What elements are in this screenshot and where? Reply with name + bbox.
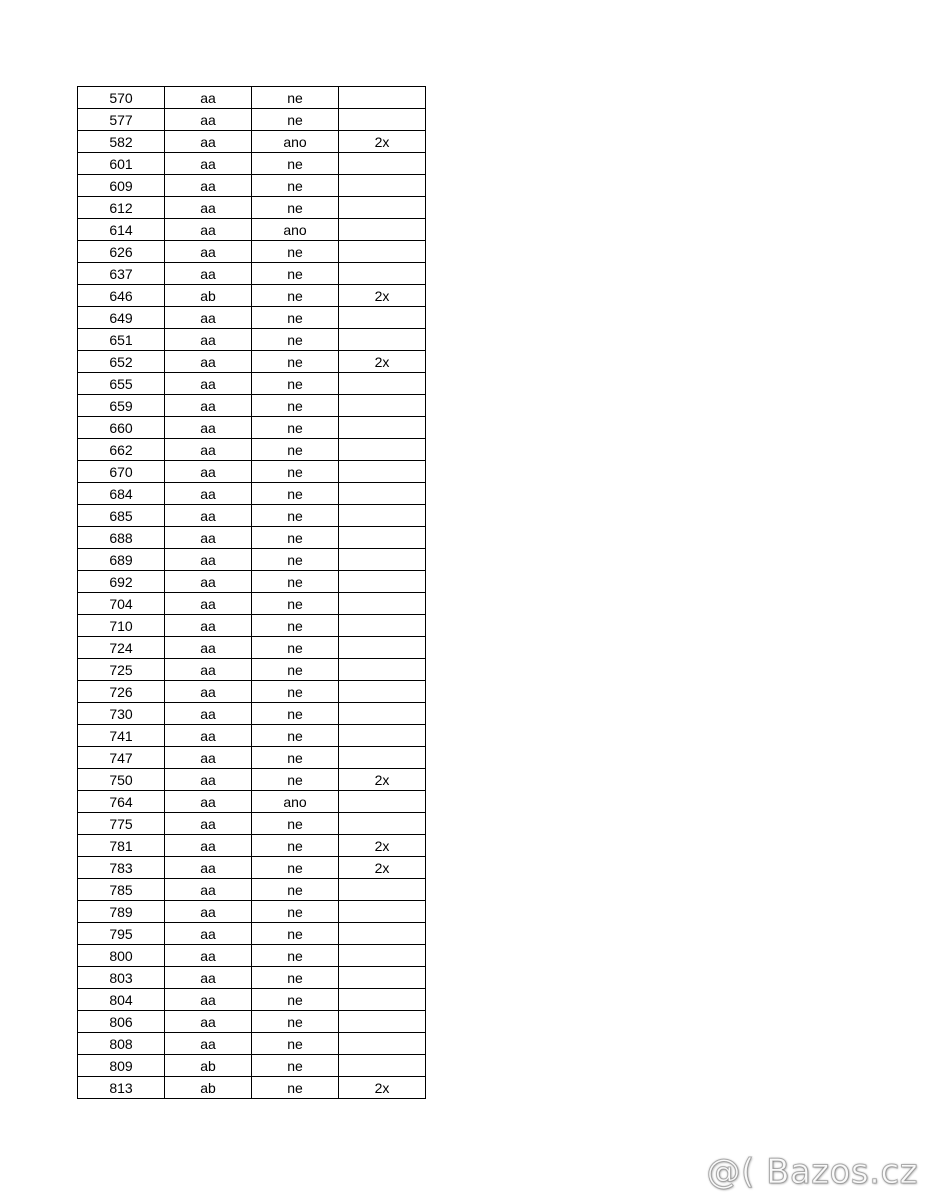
count-cell: [339, 681, 426, 703]
type-cell: aa: [165, 395, 252, 417]
type-cell: aa: [165, 131, 252, 153]
count-cell: [339, 395, 426, 417]
flag-cell: ano: [252, 131, 339, 153]
number-cell: 670: [78, 461, 165, 483]
flag-cell: ne: [252, 659, 339, 681]
bazos-watermark: @( Bazos.cz: [706, 1152, 918, 1192]
type-cell: aa: [165, 945, 252, 967]
count-cell: [339, 571, 426, 593]
table-row: [78, 659, 426, 681]
count-cell: 2x: [339, 131, 426, 153]
flag-cell: ne: [252, 1011, 339, 1033]
flag-cell: ne: [252, 989, 339, 1011]
flag-cell: ne: [252, 175, 339, 197]
type-cell: aa: [165, 153, 252, 175]
type-cell: aa: [165, 329, 252, 351]
flag-cell: ne: [252, 725, 339, 747]
type-cell: aa: [165, 637, 252, 659]
number-cell: 789: [78, 901, 165, 923]
number-cell: 804: [78, 989, 165, 1011]
type-cell: aa: [165, 571, 252, 593]
flag-cell: ne: [252, 329, 339, 351]
count-cell: 2x: [339, 769, 426, 791]
flag-cell: ne: [252, 483, 339, 505]
table-row: [78, 175, 426, 197]
table-row: [78, 1011, 426, 1033]
table-row: [78, 395, 426, 417]
flag-cell: ne: [252, 285, 339, 307]
flag-cell: ne: [252, 769, 339, 791]
table-row: [78, 549, 426, 571]
table-row: [78, 1077, 426, 1099]
count-cell: [339, 219, 426, 241]
table-row: [78, 593, 426, 615]
flag-cell: ne: [252, 505, 339, 527]
number-cell: 806: [78, 1011, 165, 1033]
table-row: [78, 637, 426, 659]
table-row: [78, 813, 426, 835]
number-cell: 637: [78, 263, 165, 285]
number-cell: 704: [78, 593, 165, 615]
number-cell: 626: [78, 241, 165, 263]
type-cell: aa: [165, 989, 252, 1011]
flag-cell: ne: [252, 417, 339, 439]
table-row: [78, 681, 426, 703]
number-cell: 795: [78, 923, 165, 945]
type-cell: aa: [165, 1033, 252, 1055]
number-cell: 601: [78, 153, 165, 175]
flag-cell: ne: [252, 241, 339, 263]
type-cell: aa: [165, 835, 252, 857]
type-cell: aa: [165, 219, 252, 241]
table-row: [78, 329, 426, 351]
flag-cell: ne: [252, 637, 339, 659]
number-cell: 684: [78, 483, 165, 505]
table-row: [78, 373, 426, 395]
flag-cell: ne: [252, 681, 339, 703]
number-cell: 800: [78, 945, 165, 967]
number-cell: 651: [78, 329, 165, 351]
flag-cell: ne: [252, 263, 339, 285]
flag-cell: ne: [252, 703, 339, 725]
number-cell: 689: [78, 549, 165, 571]
table-row: [78, 417, 426, 439]
count-cell: 2x: [339, 351, 426, 373]
flag-cell: ne: [252, 373, 339, 395]
number-cell: 808: [78, 1033, 165, 1055]
count-cell: [339, 527, 426, 549]
flag-cell: ne: [252, 87, 339, 109]
count-cell: [339, 109, 426, 131]
type-cell: aa: [165, 241, 252, 263]
flag-cell: ne: [252, 461, 339, 483]
table-row: [78, 505, 426, 527]
number-cell: 764: [78, 791, 165, 813]
type-cell: ab: [165, 1055, 252, 1077]
type-cell: aa: [165, 1011, 252, 1033]
count-cell: 2x: [339, 285, 426, 307]
count-cell: [339, 263, 426, 285]
number-cell: 662: [78, 439, 165, 461]
flag-cell: ano: [252, 219, 339, 241]
count-cell: [339, 175, 426, 197]
number-cell: 775: [78, 813, 165, 835]
number-cell: 747: [78, 747, 165, 769]
type-cell: aa: [165, 373, 252, 395]
table-row: [78, 219, 426, 241]
number-cell: 609: [78, 175, 165, 197]
number-cell: 660: [78, 417, 165, 439]
type-cell: aa: [165, 527, 252, 549]
type-cell: aa: [165, 175, 252, 197]
type-cell: aa: [165, 263, 252, 285]
count-cell: [339, 483, 426, 505]
number-cell: 813: [78, 1077, 165, 1099]
flag-cell: ne: [252, 395, 339, 417]
flag-cell: ne: [252, 901, 339, 923]
flag-cell: ne: [252, 923, 339, 945]
flag-cell: ne: [252, 439, 339, 461]
count-cell: [339, 967, 426, 989]
flag-cell: ne: [252, 1055, 339, 1077]
number-cell: 659: [78, 395, 165, 417]
table-row: [78, 769, 426, 791]
flag-cell: ne: [252, 197, 339, 219]
data-table: [77, 86, 426, 1099]
type-cell: aa: [165, 967, 252, 989]
table-row: [78, 263, 426, 285]
count-cell: [339, 703, 426, 725]
count-cell: [339, 1055, 426, 1077]
number-cell: 781: [78, 835, 165, 857]
type-cell: aa: [165, 351, 252, 373]
count-cell: [339, 637, 426, 659]
count-cell: 2x: [339, 1077, 426, 1099]
count-cell: [339, 725, 426, 747]
type-cell: aa: [165, 593, 252, 615]
number-cell: 612: [78, 197, 165, 219]
count-cell: [339, 373, 426, 395]
count-cell: [339, 153, 426, 175]
table-body: [78, 87, 426, 1099]
count-cell: [339, 1011, 426, 1033]
type-cell: aa: [165, 483, 252, 505]
number-cell: 646: [78, 285, 165, 307]
flag-cell: ne: [252, 351, 339, 373]
count-cell: [339, 615, 426, 637]
type-cell: aa: [165, 307, 252, 329]
table-row: [78, 197, 426, 219]
count-cell: [339, 329, 426, 351]
table-row: [78, 131, 426, 153]
number-cell: 649: [78, 307, 165, 329]
table-row: [78, 989, 426, 1011]
table-row: [78, 571, 426, 593]
table-row: [78, 527, 426, 549]
flag-cell: ne: [252, 879, 339, 901]
table-row: [78, 703, 426, 725]
number-cell: 803: [78, 967, 165, 989]
number-cell: 730: [78, 703, 165, 725]
table-row: [78, 153, 426, 175]
flag-cell: ne: [252, 109, 339, 131]
number-cell: 724: [78, 637, 165, 659]
flag-cell: ne: [252, 857, 339, 879]
count-cell: 2x: [339, 857, 426, 879]
flag-cell: ne: [252, 967, 339, 989]
table-row: [78, 945, 426, 967]
count-cell: 2x: [339, 835, 426, 857]
table-row: [78, 725, 426, 747]
table-row: [78, 483, 426, 505]
count-cell: [339, 901, 426, 923]
number-cell: 741: [78, 725, 165, 747]
number-cell: 685: [78, 505, 165, 527]
type-cell: aa: [165, 87, 252, 109]
type-cell: aa: [165, 923, 252, 945]
number-cell: 785: [78, 879, 165, 901]
number-cell: 692: [78, 571, 165, 593]
count-cell: [339, 747, 426, 769]
flag-cell: ne: [252, 593, 339, 615]
count-cell: [339, 505, 426, 527]
table-row: [78, 439, 426, 461]
count-cell: [339, 923, 426, 945]
number-cell: 783: [78, 857, 165, 879]
flag-cell: ne: [252, 615, 339, 637]
flag-cell: ne: [252, 527, 339, 549]
flag-cell: ne: [252, 1033, 339, 1055]
table-row: [78, 857, 426, 879]
type-cell: aa: [165, 681, 252, 703]
flag-cell: ne: [252, 835, 339, 857]
count-cell: [339, 945, 426, 967]
count-cell: [339, 813, 426, 835]
table-row: [78, 1055, 426, 1077]
table-row: [78, 747, 426, 769]
type-cell: ab: [165, 1077, 252, 1099]
type-cell: aa: [165, 703, 252, 725]
table-row: [78, 835, 426, 857]
type-cell: aa: [165, 901, 252, 923]
type-cell: aa: [165, 791, 252, 813]
count-cell: [339, 197, 426, 219]
count-cell: [339, 593, 426, 615]
table-row: [78, 87, 426, 109]
flag-cell: ne: [252, 307, 339, 329]
count-cell: [339, 989, 426, 1011]
type-cell: aa: [165, 109, 252, 131]
number-cell: 688: [78, 527, 165, 549]
type-cell: aa: [165, 417, 252, 439]
type-cell: aa: [165, 659, 252, 681]
type-cell: aa: [165, 725, 252, 747]
count-cell: [339, 87, 426, 109]
type-cell: aa: [165, 439, 252, 461]
number-cell: 809: [78, 1055, 165, 1077]
table-row: [78, 1033, 426, 1055]
table-row: [78, 615, 426, 637]
type-cell: aa: [165, 857, 252, 879]
table-row: [78, 307, 426, 329]
count-cell: [339, 241, 426, 263]
number-cell: 750: [78, 769, 165, 791]
number-cell: 726: [78, 681, 165, 703]
flag-cell: ne: [252, 813, 339, 835]
type-cell: aa: [165, 879, 252, 901]
type-cell: aa: [165, 549, 252, 571]
count-cell: [339, 417, 426, 439]
table-row: [78, 109, 426, 131]
type-cell: aa: [165, 197, 252, 219]
number-cell: 655: [78, 373, 165, 395]
table-row: [78, 461, 426, 483]
number-cell: 652: [78, 351, 165, 373]
table-row: [78, 879, 426, 901]
table-row: [78, 351, 426, 373]
type-cell: aa: [165, 505, 252, 527]
flag-cell: ne: [252, 1077, 339, 1099]
number-cell: 710: [78, 615, 165, 637]
number-cell: 725: [78, 659, 165, 681]
flag-cell: ano: [252, 791, 339, 813]
flag-cell: ne: [252, 747, 339, 769]
number-cell: 570: [78, 87, 165, 109]
count-cell: [339, 879, 426, 901]
flag-cell: ne: [252, 549, 339, 571]
type-cell: aa: [165, 747, 252, 769]
type-cell: aa: [165, 615, 252, 637]
table-row: [78, 241, 426, 263]
type-cell: aa: [165, 461, 252, 483]
table-row: [78, 901, 426, 923]
type-cell: ab: [165, 285, 252, 307]
count-cell: [339, 461, 426, 483]
type-cell: aa: [165, 813, 252, 835]
count-cell: [339, 307, 426, 329]
count-cell: [339, 549, 426, 571]
table-row: [78, 923, 426, 945]
flag-cell: ne: [252, 571, 339, 593]
flag-cell: ne: [252, 945, 339, 967]
table-row: [78, 967, 426, 989]
count-cell: [339, 659, 426, 681]
number-cell: 577: [78, 109, 165, 131]
table-row: [78, 285, 426, 307]
count-cell: [339, 439, 426, 461]
flag-cell: ne: [252, 153, 339, 175]
count-cell: [339, 791, 426, 813]
type-cell: aa: [165, 769, 252, 791]
number-cell: 614: [78, 219, 165, 241]
count-cell: [339, 1033, 426, 1055]
number-cell: 582: [78, 131, 165, 153]
table-row: [78, 791, 426, 813]
